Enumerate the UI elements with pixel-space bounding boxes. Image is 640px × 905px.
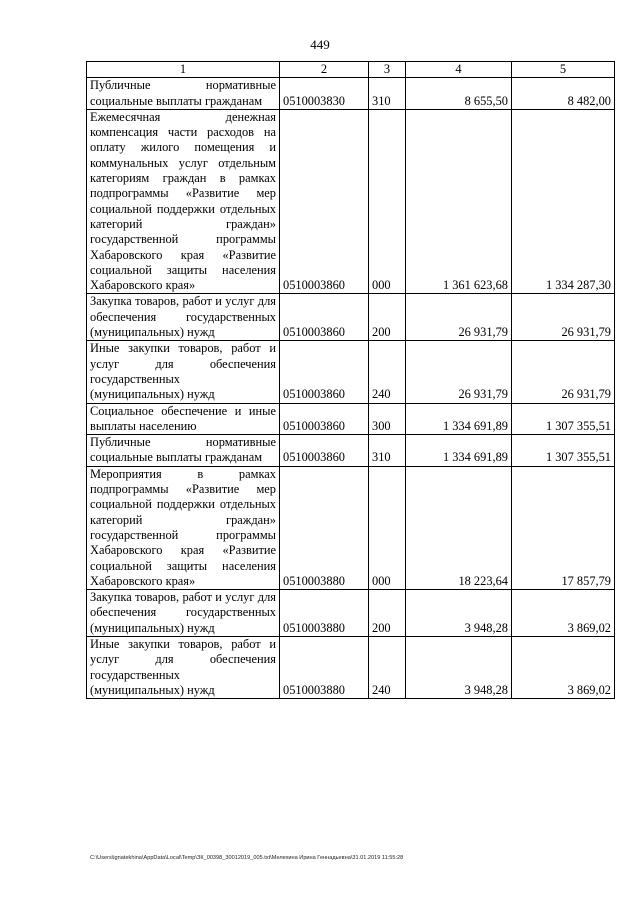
header-col-3: 3: [369, 62, 406, 78]
row-amount-1: 8 655,50: [406, 78, 512, 110]
row-name: Публичные нормативные социальные выплаты гражданам: [87, 435, 280, 467]
header-col-1: 1: [87, 62, 280, 78]
row-code: 0510003830: [280, 78, 369, 110]
row-code: 0510003880: [280, 636, 369, 698]
row-amount-1: 3 948,28: [406, 590, 512, 637]
row-name: Закупка товаров, работ и услуг для обеспечения государственных (муниципальных) нужд: [87, 294, 280, 341]
row-name: Иные закупки товаров, работ и услуг для обеспечения государственных (муниципальных) нужд: [87, 341, 280, 403]
row-code: 0510003880: [280, 590, 369, 637]
row-code: 0510003860: [280, 403, 369, 435]
row-name: Мероприятия в рамках подпрограммы «Развитие мер социальной поддержки отдельных категорий граждан» государственной программы Хабаровского края «Развитие социальной защиты населения Хабаровского края»: [87, 466, 280, 589]
row-name: Социальное обеспечение и иные выплаты населению: [87, 403, 280, 435]
row-amount-1: 1 334 691,89: [406, 435, 512, 467]
budget-table: [86, 61, 615, 699]
row-expense-type: 200: [369, 294, 406, 341]
row-amount-1: 1 361 623,68: [406, 109, 512, 294]
row-amount-1: 26 931,79: [406, 294, 512, 341]
table-row: [87, 590, 615, 637]
row-amount-2: 1 334 287,30: [512, 109, 615, 294]
row-expense-type: 310: [369, 78, 406, 110]
table-row: [87, 109, 615, 294]
row-amount-2: 3 869,02: [512, 590, 615, 637]
header-col-2: 2: [280, 62, 369, 78]
row-amount-2: 1 307 355,51: [512, 403, 615, 435]
row-amount-2: 8 482,00: [512, 78, 615, 110]
row-amount-2: 3 869,02: [512, 636, 615, 698]
row-amount-2: 26 931,79: [512, 294, 615, 341]
table-row: [87, 435, 615, 467]
row-name: Публичные нормативные социальные выплаты гражданам: [87, 78, 280, 110]
row-expense-type: 300: [369, 403, 406, 435]
row-code: 0510003860: [280, 109, 369, 294]
row-name: Закупка товаров, работ и услуг для обеспечения государственных (муниципальных) нужд: [87, 590, 280, 637]
row-amount-2: 17 857,79: [512, 466, 615, 589]
row-code: 0510003860: [280, 341, 369, 403]
row-expense-type: 240: [369, 636, 406, 698]
header-col-4: 4: [406, 62, 512, 78]
row-expense-type: 310: [369, 435, 406, 467]
row-amount-1: 1 334 691,89: [406, 403, 512, 435]
table-header: [87, 62, 615, 78]
row-amount-1: 18 223,64: [406, 466, 512, 589]
table-row: [87, 294, 615, 341]
row-amount-1: 3 948,28: [406, 636, 512, 698]
row-code: 0510003860: [280, 294, 369, 341]
row-name: Иные закупки товаров, работ и услуг для обеспечения государственных (муниципальных) нужд: [87, 636, 280, 698]
row-expense-type: 000: [369, 109, 406, 294]
row-expense-type: 200: [369, 590, 406, 637]
row-expense-type: 000: [369, 466, 406, 589]
row-amount-2: 26 931,79: [512, 341, 615, 403]
table-row: [87, 78, 615, 110]
row-code: 0510003860: [280, 435, 369, 467]
row-amount-2: 1 307 355,51: [512, 435, 615, 467]
table-row: [87, 341, 615, 403]
table-row: [87, 403, 615, 435]
table-body: [87, 78, 615, 699]
row-expense-type: 240: [369, 341, 406, 403]
header-row: [87, 62, 615, 78]
file-path-footer: C:\Users\ignatekhina\AppData\Local\Temp\ЗК_00398_30012019_005.txt\Мелехина Ирина Геннадьевна\31.01.2019 11:55:28: [90, 855, 404, 861]
row-name: Ежемесячная денежная компенсация части расходов на оплату жилого помещения и коммунальных услуг отдельным категориям граждан в рамках подпрограммы «Развитие мер социальной поддержки отдельных категорий граждан» государственной программы Хабаровского края «Развитие социальной защиты населения Хабаровского края»: [87, 109, 280, 294]
row-code: 0510003880: [280, 466, 369, 589]
table-row: [87, 636, 615, 698]
table-row: [87, 466, 615, 589]
page-number: 449: [310, 37, 330, 52]
row-amount-1: 26 931,79: [406, 341, 512, 403]
header-col-5: 5: [512, 62, 615, 78]
